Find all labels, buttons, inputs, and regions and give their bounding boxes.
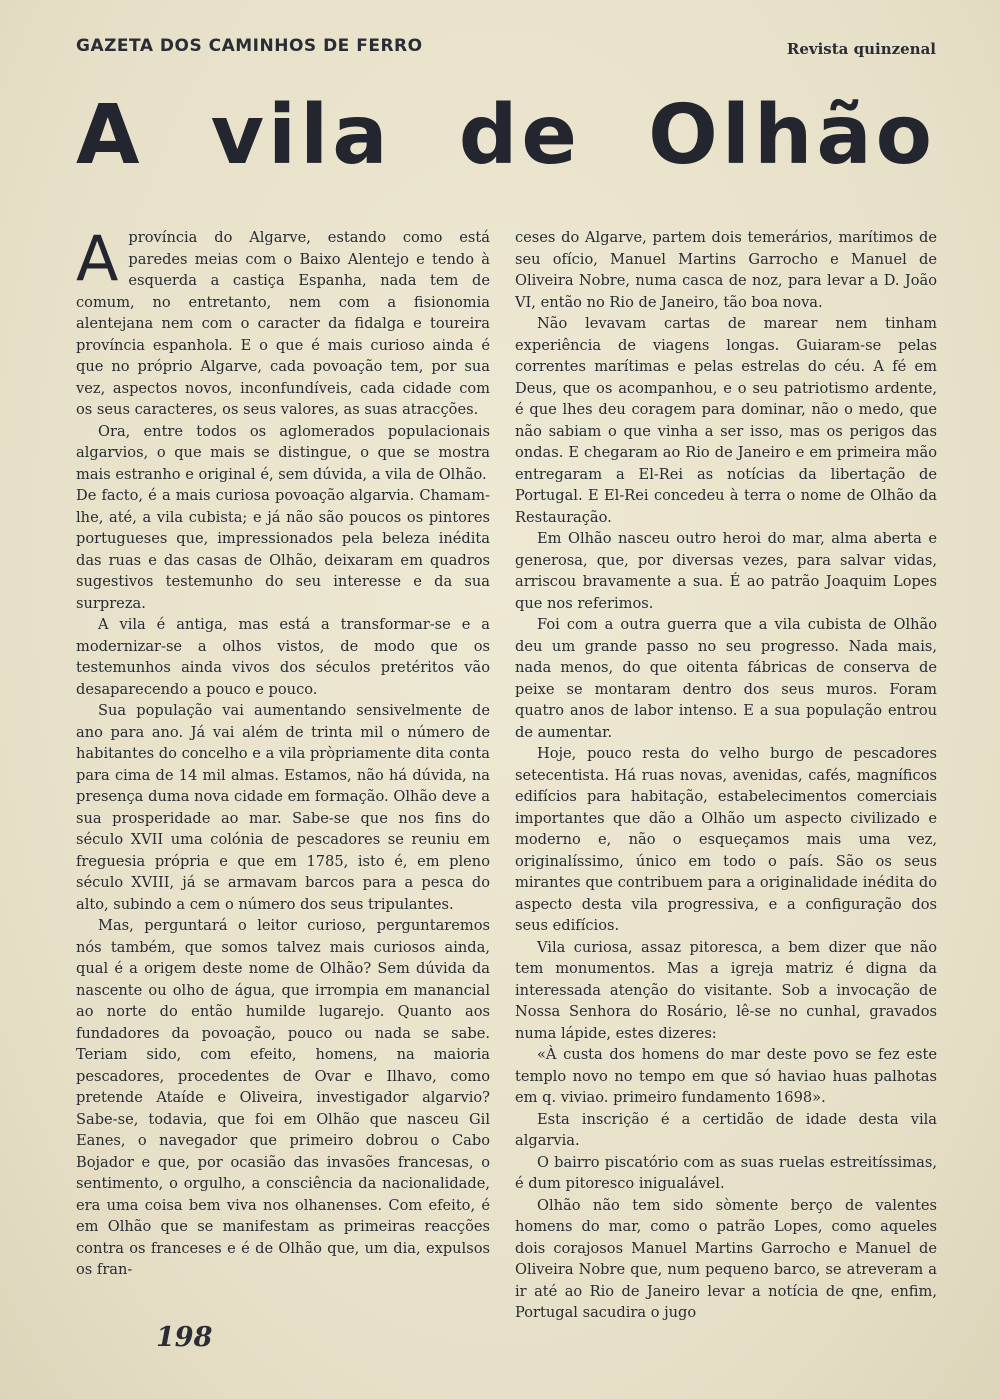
paragraph: Esta inscrição é a certidão de idade desta vila algarvia. xyxy=(515,1110,937,1149)
publication-frequency: Revista quinzenal xyxy=(786,40,936,58)
paragraph: De facto, é a mais curiosa povoação algarvia. Chamam-lhe, até, a vila cubista; e já não são poucos os pintores portugueses que, impressionados pela beleza inédita das ruas e das casas de Olhão, deixaram em quadros sugestivos testemunho do seu interesse e da sua surpreza. xyxy=(76,487,490,612)
paragraph: Hoje, pouco resta do velho burgo de pescadores setecentista. Há ruas novas, avenidas, cafés, magníficos edifícios para habitação, estabelecimentos comerciais importantes que dão a Olhão um aspecto civilizado e moderno e, não o esqueçamos mais uma vez, originalíssimo, único em todo o país. São os seus mirantes que contribuem para a originalidade inédita do aspecto desta vila progressiva, e a configuração dos seus edifícios. xyxy=(515,745,937,934)
publication-name: GAZETA DOS CAMINHOS DE FERRO xyxy=(76,36,423,56)
paragraph: A vila é antiga, mas está a transformar-se e a modernizar-se a olhos vistos, de modo que os testemunhos ainda vivos dos séculos pretéritos vão desaparecendo a pouco e pouco. xyxy=(76,616,490,698)
paragraph: Ora, entre todos os aglomerados populacionais algarvios, o que mais se distingue, o que se mostra mais estranho e original é, sem dúvida, a vila de Olhão. xyxy=(76,422,490,483)
paragraph: Vila curiosa, assaz pitoresca, a bem dizer que não tem monumentos. Mas a igreja matriz é digna da interessada atenção do visitante. Sob a invocação de Nossa Senhora do Rosário, lê-se no cunhal, gravados numa lápide, estes dizeres: xyxy=(515,938,937,1042)
paragraph xyxy=(76,222,490,421)
right-column xyxy=(515,227,937,1324)
paragraph: O bairro piscatório com as suas ruelas estreitíssimas, é dum pitoresco inigualável. xyxy=(515,1153,937,1192)
paragraph: Não levavam cartas de marear nem tinham experiência de viagens longas. Guiaram-se pelas correntes marítimas e pelas estrelas do céu. A fé em Deus, que os acompanhou, e o seu patriotismo ardente, é que lhes deu coragem para dominar, não o medo, que não sabiam o que vinha a ser isso, mas os perigos das ondas. E chegaram ao Rio de Janeiro e em primeira mão entregaram a El-Rei as notícias da libertação de Portugal. E El-Rei concedeu à terra o nome de Olhão da Restauração. xyxy=(515,315,937,526)
paragraph: Em Olhão nasceu outro heroi do mar, alma aberta e generosa, que, por diversas vezes, para salvar vidas, arriscou bravamente a sua. É ao patrão Joaquim Lopes que nos referimos. xyxy=(515,530,937,612)
page-number: 198 xyxy=(156,1322,213,1353)
paragraph: Olhão não tem sido sòmente berço de valentes homens do mar, como o patrão Lopes, como aqueles dois corajosos Manuel Martins Garrocho e Manuel de Oliveira Nobre que, num pequeno barco, se atreveram a ir até ao Rio de Janeiro levar a notícia de qne, enfim, Portugal sacudira o jugo xyxy=(515,1196,937,1321)
left-column xyxy=(76,222,490,1281)
paragraph: Foi com a outra guerra que a vila cubista de Olhão deu um grande passo no seu progresso. Nada mais, nada menos, do que oitenta fábricas de conserva de peixe se montaram dentro dos seus muros. Foram quatro anos de labor intenso. E a sua população entrou de aumentar. xyxy=(515,616,937,741)
article-title: A vila de Olhão xyxy=(76,88,936,183)
paragraph: Mas, perguntará o leitor curioso, perguntaremos nós também, que somos talvez mais curiosos ainda, qual é a origem deste nome de Olhão? Sem dúvida da nascente ou olho de água, que irrompia em manancial ao norte do então humilde lugarejo. Quanto aos fundadores da povoação, pouco ou nada se sabe. Teriam sido, com efeito, homens, na maioria pescadores, procedentes de Ovar e Ilhavo, como pretende Ataíde e Oliveira, investigador algarvio? Sabe-se, todavia, que foi em Olhão que nasceu Gil Eanes, o navegador que primeiro dobrou o Cabo Bojador e que, por ocasião das invasões francesas, o sentimento, o orgulho, a consciência da nacionalidade, era uma coisa bem viva nos olhanenses. Com efeito, é em Olhão que se manifestam as primeiras reacções contra os franceses e é de Olhão que, um dia, expulsos os fran- xyxy=(76,917,490,1278)
inscription-quote: «À custa dos homens do mar deste povo se fez este templo novo no tempo em que só haviao huas palhotas em q. viviao. primeiro fundamento 1698». xyxy=(515,1046,937,1106)
drop-cap: A xyxy=(76,222,119,295)
paragraph: ceses do Algarve, partem dois temerários, marítimos de seu ofício, Manuel Martins Garrocho e Manuel de Oliveira Nobre, numa casca de noz, para levar a D. João VI, então no Rio de Janeiro, tão boa nova. xyxy=(515,229,937,311)
paragraph: Sua população vai aumentando sensivelmente de ano para ano. Já vai além de trinta mil o número de habitantes do concelho e a vila pròpriamente dita conta para cima de 14 mil almas. Estamos, não há dúvida, na presença duma nova cidade em formação. Olhão deve a sua prosperidade ao mar. Sabe-se que nos fins do século XVII uma colónia de pescadores se reuniu em freguesia própria e que em 1785, isto é, em pleno século XVIII, já se armavam barcos para a pesca do alto, subindo a cem o número dos seus tripulantes. xyxy=(76,702,490,913)
paragraph-text: província do Algarve, estando como está paredes meias com o Baixo Alentejo e tendo à esquerda a castiça Espanha, nada tem de comum, no entretanto, nem com a fisionomia alentejana nem com o caracter da fidalga e toureira província espanhola. E o que é mais curioso ainda é que no próprio Algarve, cada povoação tem, por sua vez, aspectos novos, inconfundíveis, cada cidade com os seus caracteres, os seus valores, as suas atracções. xyxy=(76,229,490,418)
